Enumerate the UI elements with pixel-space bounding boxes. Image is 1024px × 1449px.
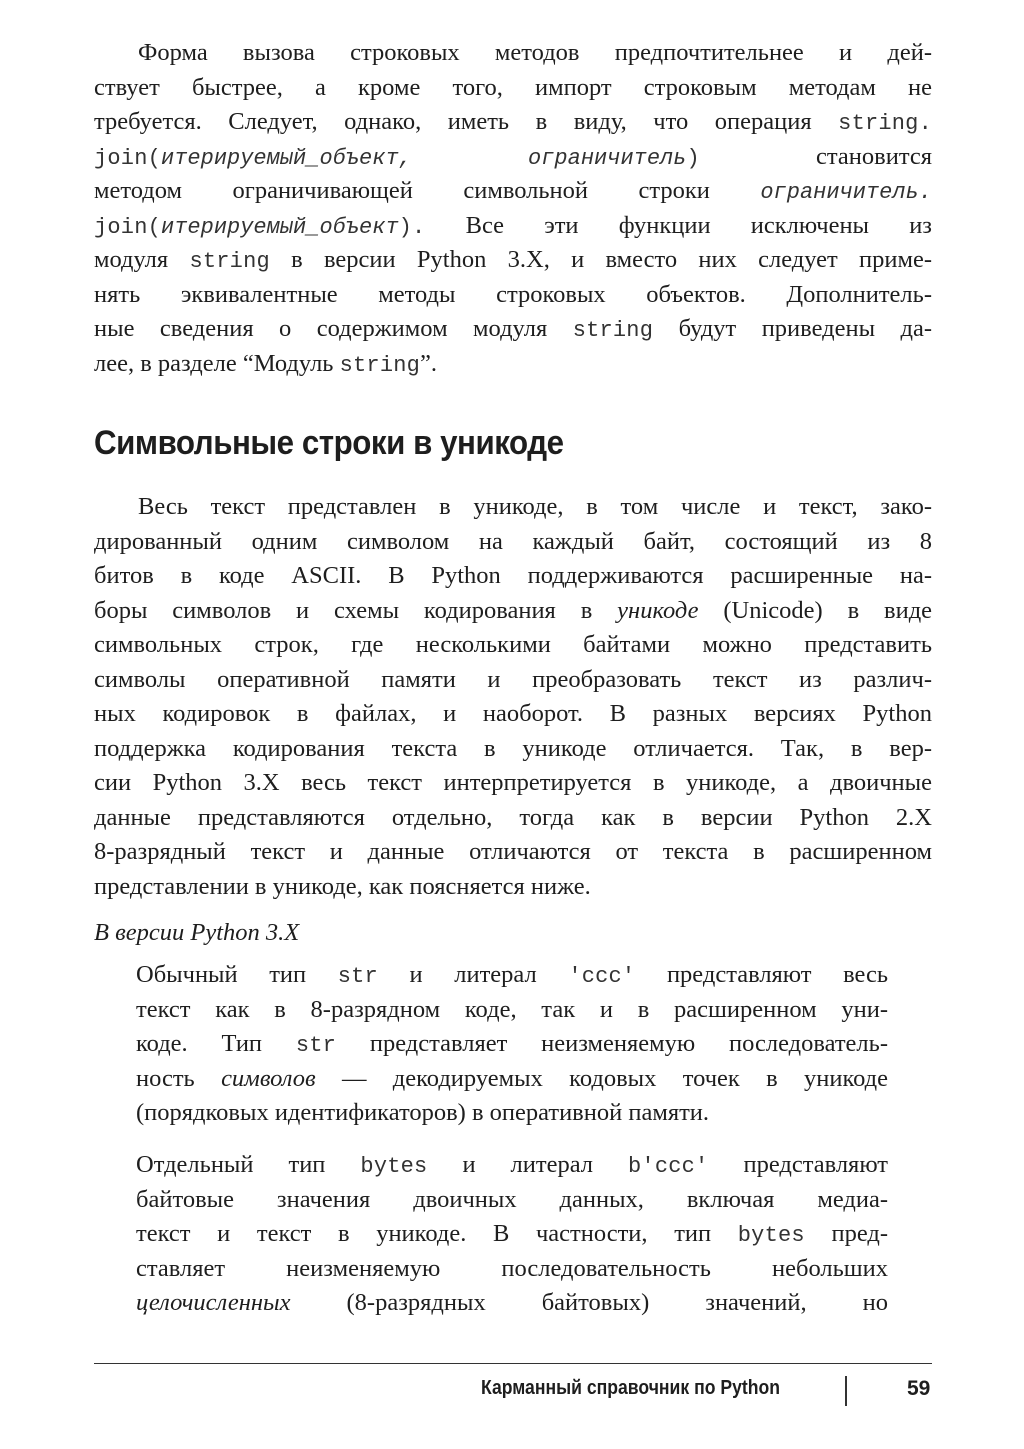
text-line: (порядковых идентификаторов) в оперативной памяти. xyxy=(136,1099,710,1126)
text-line: сии Python 3.X весь текст интерпретируется в уникоде, а двоичные xyxy=(94,769,932,796)
footer-separator xyxy=(845,1376,847,1406)
str-paragraph xyxy=(136,958,888,1131)
text-line: join(итерируемый_объект, ограничитель) становится xyxy=(94,142,932,171)
text-line: символьных строк, где несколькими байтами можно представить xyxy=(94,631,932,658)
emphasis: уникоде xyxy=(617,596,699,624)
text-line: 8-разрядный текст и данные отличаются от текста в расширенном xyxy=(94,838,932,865)
text-line: битов в коде ASCII. В Python поддерживаются расширенные на- xyxy=(94,562,932,589)
inline-code: b'ccc' xyxy=(628,1154,709,1179)
text-line: требуется. Следует, однако, иметь в виду, что операция string. xyxy=(94,108,932,136)
inline-code: string xyxy=(572,318,654,343)
text-line: боры символов и схемы кодирования в уникоде (Unicode) в виде xyxy=(94,596,932,624)
text-line: целочисленных (8-разрядных байтовых) значений, но xyxy=(136,1289,888,1316)
section-heading: Символьные строки в уникоде xyxy=(94,424,564,462)
text-line: текст и текст в уникоде. В частности, тип bytes пред- xyxy=(136,1220,888,1248)
text-line: текст как в 8-разрядном коде, так и в расширенном уни- xyxy=(136,995,888,1023)
text-line: Форма вызова строковых методов предпочтительнее и дей- xyxy=(138,39,932,66)
text-line: байтовые значения двоичных данных, включая медиа- xyxy=(136,1185,888,1213)
text-line: Весь текст представлен в уникоде, в том числе и текст, зако- xyxy=(138,493,932,520)
intro-paragraph xyxy=(94,36,932,381)
inline-code: string xyxy=(189,249,270,274)
inline-code: 'ccc' xyxy=(568,964,636,989)
text-line: коде. Тип str представляет неизменяемую последователь- xyxy=(136,1030,888,1058)
text-line: нять эквивалентные методы строковых объектов. Дополнитель- xyxy=(94,280,932,308)
inline-code: str xyxy=(337,964,378,989)
text-line: модуля string в версии Python 3.X, и вместо них следует приме- xyxy=(94,246,932,274)
text-line: ные сведения о содержимом модуля string будут приведены да- xyxy=(94,315,932,343)
text-line: поддержка кодирования текста в уникоде отличается. Так, в вер- xyxy=(94,734,932,762)
subheading: В версии Python 3.X xyxy=(94,919,300,946)
inline-code: ограничитель. xyxy=(760,180,932,205)
bytes-paragraph xyxy=(136,1148,888,1321)
text-line: ставляет неизменяемую последовательность небольших xyxy=(136,1254,888,1282)
text-line: ствует быстрее, а кроме того, импорт строковым методам не xyxy=(94,73,932,101)
footer-book-title: Карманный справочник по Python xyxy=(481,1377,780,1399)
footer-rule xyxy=(94,1363,932,1364)
text-line: ность символов — декодируемых кодовых точек в уникоде xyxy=(136,1064,888,1092)
unicode-paragraph xyxy=(94,490,932,904)
text-line: методом ограничивающей символьной строки ограничитель. xyxy=(94,177,932,205)
inline-code: join( xyxy=(94,145,162,171)
text-line: дированный одним символом на каждый байт, состоящий из 8 xyxy=(94,527,932,555)
inline-code: bytes xyxy=(360,1154,428,1179)
emphasis: целочисленных xyxy=(136,1289,291,1316)
inline-code: str xyxy=(295,1033,337,1058)
text-line: символы оперативной памяти и преобразовать текст из различ- xyxy=(94,665,932,693)
text-line: данные представляются отдельно, тогда как в версии Python 2.X xyxy=(94,803,932,831)
text-line: Отдельный тип bytes и литерал b'ccc' представляют xyxy=(136,1151,888,1179)
inline-code: string. xyxy=(838,111,932,136)
inline-code: string xyxy=(339,352,421,378)
text-line: лее, в разделе “Модуль string”. xyxy=(94,349,438,378)
inline-code: join( xyxy=(94,214,162,240)
text-line: ных кодировок в файлах, и наоборот. В разных версиях Python xyxy=(94,700,932,727)
text-line: join(итерируемый_объект). Все эти функции исключены из xyxy=(94,211,932,240)
page-number: 59 xyxy=(907,1377,931,1400)
text-line: Обычный тип str и литерал 'ccc' представляют весь xyxy=(136,961,888,989)
text-line: представлении в уникоде, как поясняется ниже. xyxy=(94,872,591,900)
emphasis: символов xyxy=(221,1064,316,1092)
inline-code: bytes xyxy=(737,1223,805,1248)
